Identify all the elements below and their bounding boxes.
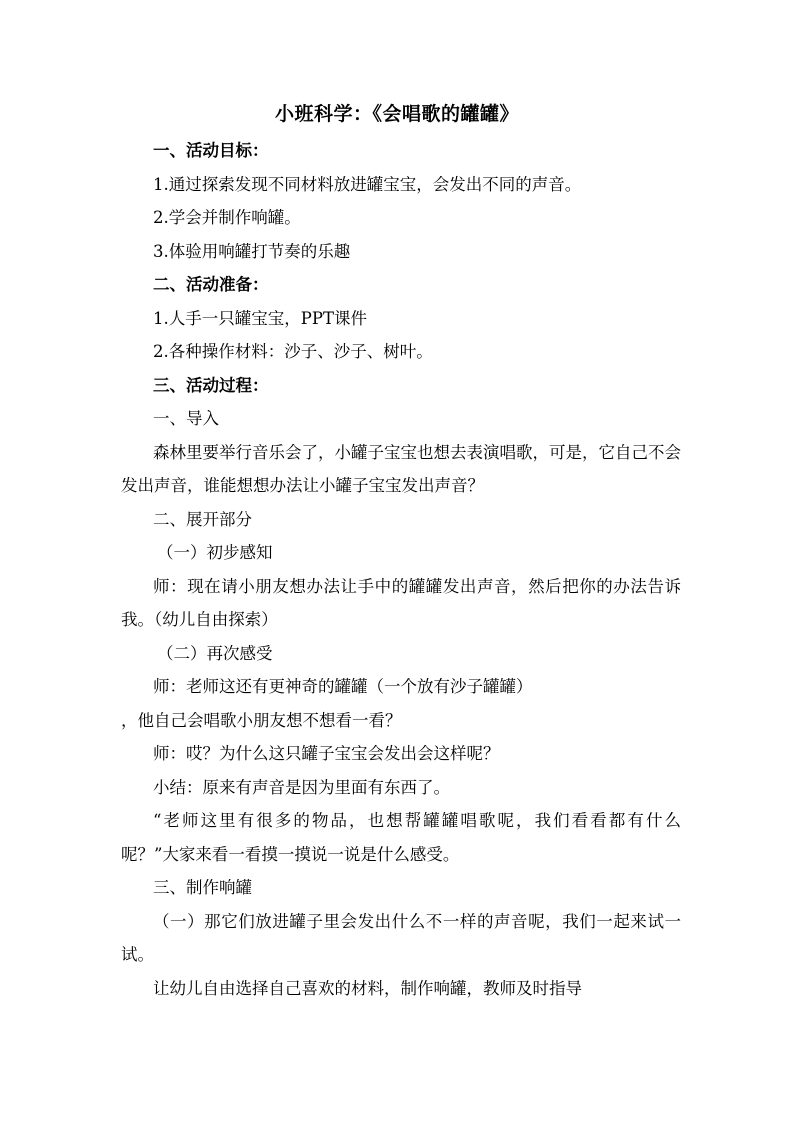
- goal-item-2: 2.学会并制作响罐。: [153, 208, 301, 227]
- paragraph-teacher-explore: 师：现在请小朋友想办法让手中的罐罐发出声音，然后把你的办法告诉我。（幼儿自由探索）: [121, 576, 681, 629]
- document-body: [121, 134, 681, 1005]
- preparation-item-2: 2.各种操作材料：沙子、沙子、树叶。: [153, 342, 433, 361]
- paragraph-summary: 小结：原来有声音是因为里面有东西了。: [153, 777, 450, 797]
- preparation-item-1: 1.人手一只罐宝宝，PPT课件: [153, 308, 367, 328]
- paragraph-teacher-magic-jar: 师：老师这还有更神奇的罐罐（一个放有沙子罐罐）: [153, 677, 533, 696]
- paragraph-intro: 森林里要举行音乐会了，小罐子宝宝也想去表演唱歌，可是，它自己不会发出声音，谁能想想办法让小罐子宝宝发出声音？: [121, 442, 681, 495]
- paragraph-try-sounds: （一）那它们放进罐子里会发出什么不一样的声音呢，我们一起来试一试。: [121, 911, 681, 964]
- paragraph-jar-sings: ，他自己会唱歌小朋友想不想看一看？: [121, 710, 402, 730]
- section-heading-process: 三、活动过程：: [153, 375, 269, 395]
- paragraph-free-choice: 让幼儿自由选择自己喜欢的材料，制作响罐，教师及时指导: [153, 978, 582, 998]
- step-heading-intro: 一、导入: [153, 409, 219, 428]
- step-heading-expand: 二、展开部分: [153, 509, 252, 529]
- step-heading-make-jar: 三、制作响罐: [153, 878, 252, 897]
- goal-item-3: 3.体验用响罐打节奏的乐趣: [153, 241, 351, 261]
- document-title: 小班科学：《会唱歌的罐罐》: [274, 103, 519, 125]
- section-heading-preparation: 二、活动准备：: [153, 275, 269, 294]
- goal-item-1: 1.通过探索发现不同材料放进罐宝宝，会发出不同的声音。: [153, 174, 582, 194]
- paragraph-items-quote: “老师这里有很多的物品，也想帮罐罐唱歌呢，我们看看都有什么呢？”大家来看一看摸一摸说一说是什么感受。: [121, 811, 681, 864]
- subsection-initial-perception: （一）初步感知: [157, 543, 273, 562]
- section-heading-goals: 一、活动目标：: [153, 141, 269, 160]
- paragraph-teacher-question: 师：哎？为什么这只罐子宝宝会发出会这样呢？: [153, 744, 500, 763]
- subsection-feel-again: （二）再次感受: [157, 643, 273, 663]
